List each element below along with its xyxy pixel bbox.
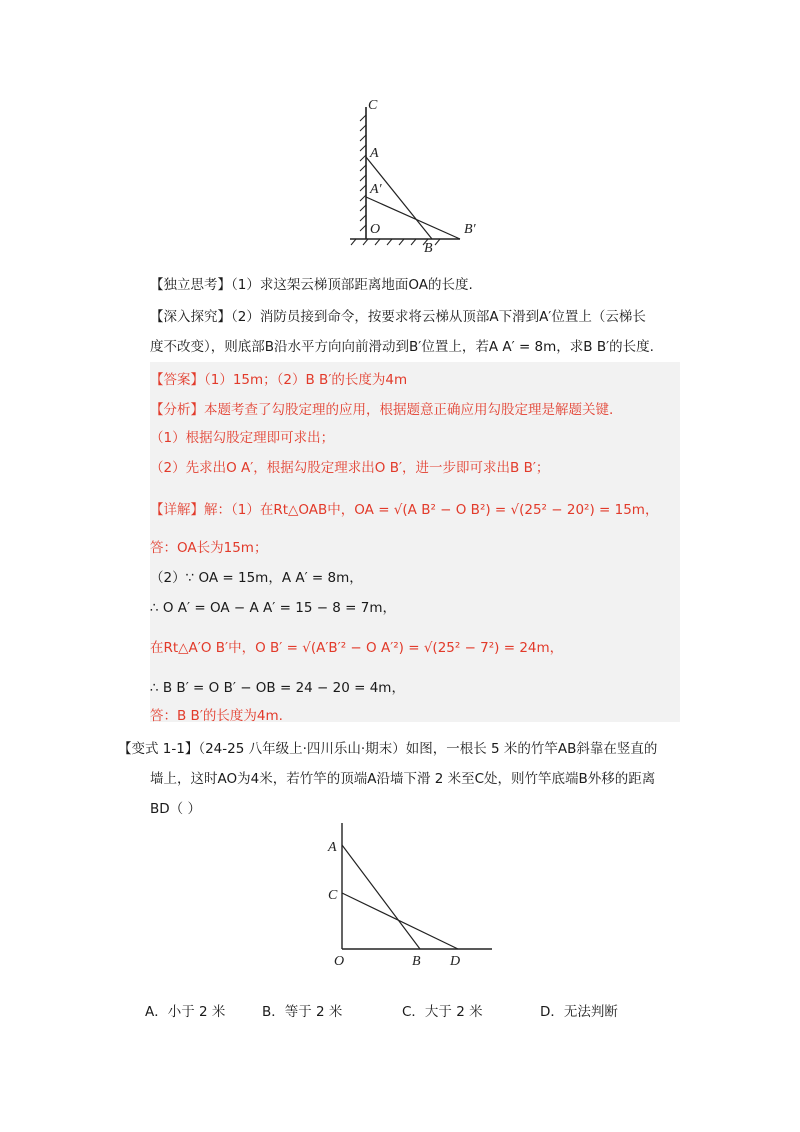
label-C: C xyxy=(368,98,378,113)
option-d[interactable]: D．无法判断 xyxy=(540,1004,618,1020)
question-part1-text: （1）求这架云梯顶部距离地面OA的长度. xyxy=(231,277,473,293)
question-part1 xyxy=(150,270,670,300)
label-D: D xyxy=(450,954,461,969)
detail-line1-text: 【详解】解：（1）在Rt△OAB中，OA = √(A B² − O B²) = √(25² − 20²) = 15m， xyxy=(150,502,659,518)
detail-line1 xyxy=(150,498,658,518)
analysis-step1: （1）根据勾股定理即可求出； xyxy=(150,430,335,446)
detail-line6: ∴ B B′ = O B′ − OB = 24 − 20 = 4m， xyxy=(150,680,405,696)
variant-line1: 【变式 1-1】（24-25 八年级上·四川乐山·期末）如图，一根长 5 米的竹竿AB斜靠在竖直的 xyxy=(118,741,658,757)
label-O: O xyxy=(370,222,381,237)
option-b[interactable]: B．等于 2 米 xyxy=(262,1004,343,1020)
variant-line2: 墙上，这时AO为4米，若竹竿的顶端A沿墙下滑 2 米至C处，则竹竿底端B外移的距离 xyxy=(150,771,656,787)
variant-line3: BD（ ） xyxy=(150,801,201,817)
label-A-prime: A′ xyxy=(370,182,382,197)
detail-line2: 答：OA长为15m； xyxy=(150,540,268,556)
label-B: B xyxy=(412,954,421,969)
option-a[interactable]: A．小于 2 米 xyxy=(145,1004,226,1020)
variant-question xyxy=(118,734,698,824)
question-part2-cont: 度不改变），则底部B沿水平方向向前滑动到B′位置上，若A A′ = 8m，求B B′的长度. xyxy=(150,339,654,355)
detail-line5: 在Rt△A′O B′中，O B′ = √(A′B′² − O A′²) = √(25² − 7²) = 24m， xyxy=(150,640,564,656)
bamboo-figure xyxy=(320,815,500,970)
detail-line3: （2）∵ OA = 15m，A A′ = 8m， xyxy=(150,570,363,586)
tag-independent-thinking: 【独立思考】 xyxy=(150,277,231,293)
option-c[interactable]: C．大于 2 米 xyxy=(402,1004,483,1020)
ladder-figure xyxy=(340,95,500,255)
analysis-line: 【分析】本题考查了勾股定理的应用，根据题意正确应用勾股定理是解题关键. xyxy=(150,402,614,418)
question-part2-line1: （2）消防员接到命令，按要求将云梯从顶部A下滑到A′位置上（云梯长 xyxy=(231,309,646,325)
analysis-step2: （2）先求出O A′，根据勾股定理求出O B′，进一步即可求出B B′； xyxy=(150,460,550,476)
detail-line4: ∴ O A′ = OA − A A′ = 15 − 8 = 7m， xyxy=(150,600,397,616)
detail-line7: 答：B B′的长度为4m. xyxy=(150,708,283,724)
label-O: O xyxy=(334,954,345,969)
label-B: B xyxy=(424,241,433,255)
label-A: A xyxy=(370,146,379,161)
label-C: C xyxy=(328,888,338,903)
answer-line: 【答案】（1）15m；（2）B B′的长度为4m xyxy=(150,372,408,388)
label-A: A xyxy=(328,840,337,855)
label-B-prime: B′ xyxy=(464,222,476,237)
tag-deep-exploration: 【深入探究】 xyxy=(150,309,231,325)
question-part2 xyxy=(150,302,670,332)
